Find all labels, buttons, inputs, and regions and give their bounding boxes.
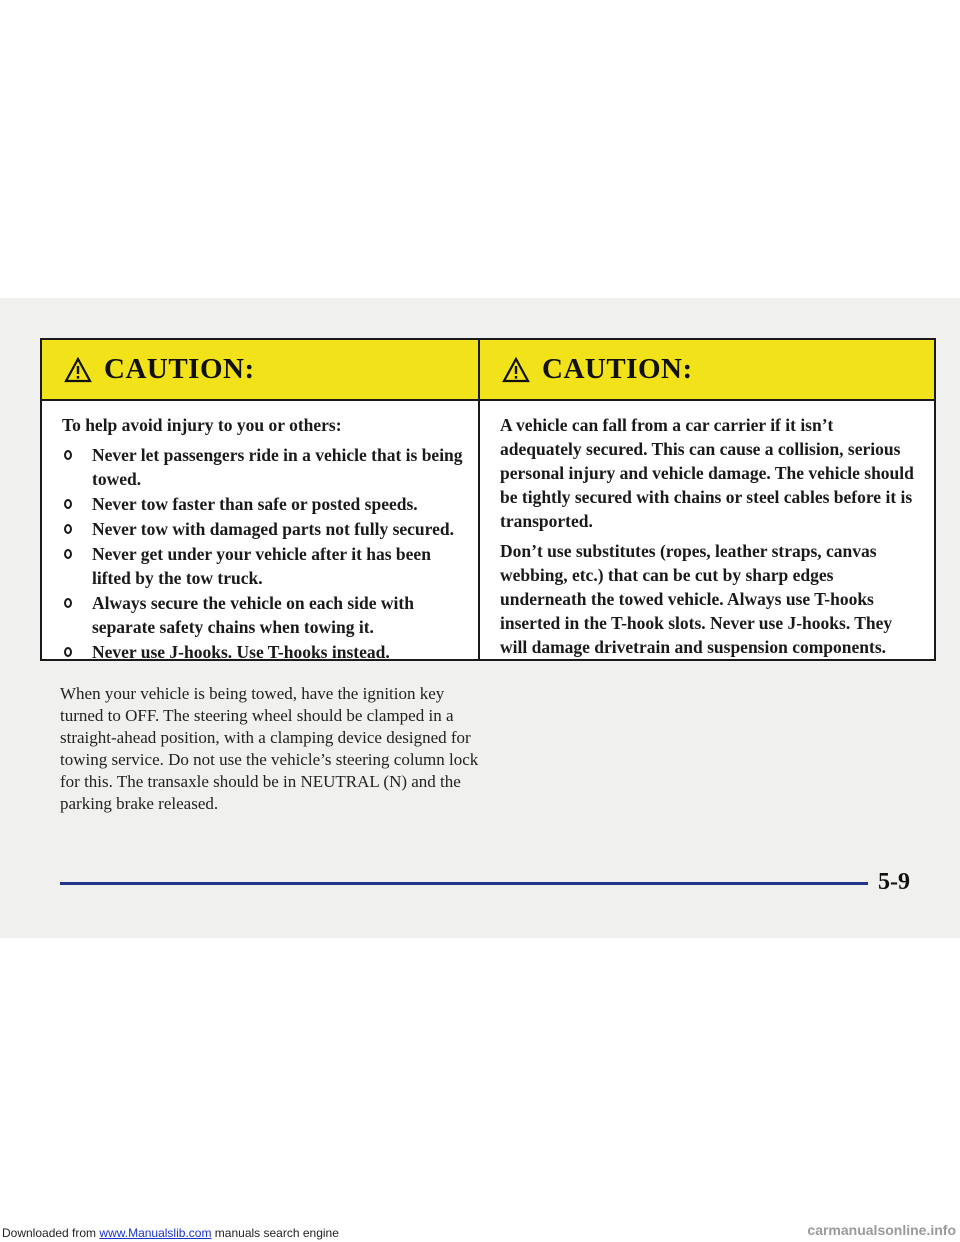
caution-box-right <box>478 338 936 661</box>
bullet-item: Never tow faster than safe or posted speeds. <box>62 492 468 516</box>
caution-paragraph: Don’t use substitutes (ropes, leather straps, canvas webbing, etc.) that can be cut by sharp edges underneath the towed vehicle. Always use T-hooks inserted in the T-hook slots. Never use J-hooks. They will damage drivetrain and suspension components. <box>500 541 893 657</box>
bullet-icon <box>64 549 72 559</box>
caution-paragraph: A vehicle can fall from a car carrier if it isn’t adequately secured. This can cause a collision, serious personal injury and vehicle damage. The vehicle should be tightly secured with chains or steel cables before it is transported. <box>500 415 914 531</box>
download-prefix: Downloaded from <box>2 1226 97 1240</box>
bullet-icon <box>64 647 72 657</box>
caution-title: CAUTION: <box>542 353 693 385</box>
caution-header <box>480 340 934 401</box>
bullet-icon <box>64 598 72 608</box>
bullet-item: Never tow with damaged parts not fully secured. <box>62 517 468 541</box>
caution-body <box>480 401 934 659</box>
bullet-item: Never let passengers ride in a vehicle that is being towed. <box>62 443 468 491</box>
download-suffix: manuals search engine <box>214 1226 339 1240</box>
warning-triangle-icon <box>502 357 530 383</box>
caution-title: CAUTION: <box>104 353 255 385</box>
footer-rule <box>60 882 868 885</box>
bullet-icon <box>64 450 72 460</box>
towing-body-text: When your vehicle is being towed, have the ignition key turned to OFF. The steering wheel should be clamped in a straight-ahead position, with a clamping device designed for towing service. Do not use the vehicle’s steering column lock for this. The transaxle should be in NEUTRAL (N) and the parking brake released. <box>60 684 479 813</box>
caution-intro: To help avoid injury to you or others: <box>62 415 342 435</box>
warning-triangle-icon <box>64 357 92 383</box>
caution-body <box>42 401 486 664</box>
watermark: carmanualsonline.info <box>807 1222 956 1238</box>
bullet-item: Never use J-hooks. Use T-hooks instead. <box>62 640 468 664</box>
page-number: 5-9 <box>878 869 910 895</box>
bullet-item: Always secure the vehicle on each side with separate safety chains when towing it. <box>62 591 468 639</box>
bullet-icon <box>64 499 72 509</box>
download-banner <box>2 1226 339 1240</box>
caution-bullet-list <box>62 443 468 664</box>
manualslib-link[interactable]: www.Manualslib.com <box>99 1226 212 1240</box>
caution-box-left <box>40 338 488 661</box>
caution-header <box>42 340 486 401</box>
bullet-item: Never get under your vehicle after it has been lifted by the tow truck. <box>62 542 468 590</box>
bullet-icon <box>64 524 72 534</box>
